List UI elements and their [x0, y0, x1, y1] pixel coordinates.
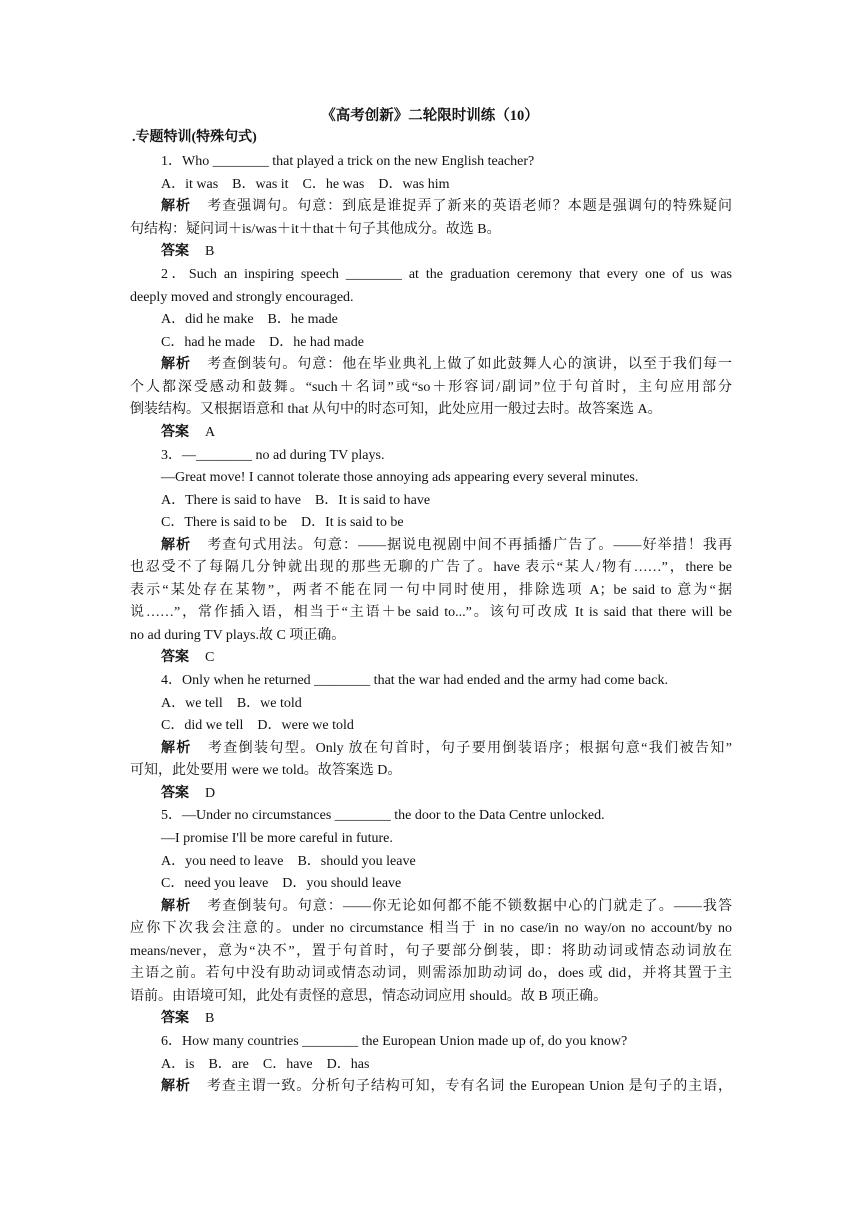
question-stem: 3．—________ no ad during TV plays.: [161, 448, 385, 463]
question-stem: 4．Only when he returned ________ that the war had ended and the army had come back.: [161, 673, 668, 688]
analysis-line: 句结构：疑问词＋is/was＋it＋that＋句子其他成分。故选 B。: [130, 222, 501, 237]
question-stem: 5．—Under no circumstances ________ the door to the Data Centre unlocked.: [161, 808, 605, 823]
options-line: A．There is said to have B．It is said to have: [161, 493, 431, 508]
options-line: A．you need to leave B．should you leave: [161, 854, 416, 869]
answer-label: 答案: [161, 786, 189, 801]
analysis-line: 主语之前。若句中没有助动词或情态动词，则需添加助动词 do，does 或 did，并将其置于主: [130, 966, 732, 981]
analysis-line: means/never，意为“决不”，置于句首时，句子要部分倒装，即：将助动词或情态动词放在: [130, 944, 732, 959]
analysis-label: 解析: [161, 741, 192, 756]
answer-value: B: [205, 244, 215, 259]
answer-line: [161, 423, 215, 443]
answer-value: B: [205, 1011, 215, 1026]
analysis-line: 解析 考查倒装句。句意：——你无论如何都不能不锁数据中心的门就走了。——我答: [161, 899, 733, 914]
analysis-line: 表示“某处存在某物”，两者不能在同一句中同时使用，排除选项 A；be said to 意为“据: [130, 583, 732, 598]
analysis-line: 个人都深受感动和鼓舞。“such＋名词”或“so＋形容词/副词”位于句首时，主句应用部分: [130, 380, 732, 395]
question-stem-cont: —Great move! I cannot tolerate those annoying ads appearing every several minutes.: [161, 470, 639, 485]
answer-value: A: [205, 425, 216, 440]
options-line: C．did we tell D．were we told: [161, 718, 354, 733]
analysis-label: 解析: [161, 1079, 191, 1094]
section-heading: .专题特训(特殊句式): [132, 130, 257, 145]
options-line: C．There is said to be D．It is said to be: [161, 515, 404, 530]
analysis-line: no ad during TV plays.故 C 项正确。: [130, 628, 346, 643]
analysis-label: 解析: [161, 899, 192, 914]
question-stem: 1．Who ________ that played a trick on the new English teacher?: [161, 154, 535, 169]
options-line: A．is B．are C．have D．has: [161, 1057, 370, 1072]
analysis-line: 说……”，常作插入语，相当于“主语＋be said to...”。该句可改成 It is said that there will be: [130, 605, 732, 620]
answer-label: 答案: [161, 650, 189, 665]
options-line: A．we tell B．we told: [161, 696, 302, 711]
answer-value: C: [205, 650, 215, 665]
analysis-line: 解析 考查句式用法。句意：——据说电视剧中间不再插播广告了。——好举措！我再: [161, 538, 733, 553]
answer-label: 答案: [161, 244, 189, 259]
answer-line: [161, 242, 214, 262]
analysis-line: 解析 考查倒装句。句意：他在毕业典礼上做了如此鼓舞人心的演讲，以至于我们每一: [161, 357, 733, 372]
analysis-label: 解析: [161, 538, 192, 553]
analysis-line: 解析 考查主谓一致。分析句子结构可知，专有名词 the European Union 是句子的主语，: [161, 1079, 732, 1094]
options-line: A．it was B．was it C．he was D．was him: [161, 177, 450, 192]
question-stem: 2．Such an inspiring speech ________ at the graduation ceremony that every one of us was: [161, 267, 732, 282]
analysis-line: 应你下次我会注意的。under no circumstance 相当于 in no case/in no way/on no account/by no: [130, 921, 732, 936]
analysis-label: 解析: [161, 357, 192, 372]
answer-value: D: [205, 786, 216, 801]
analysis-line: 可知，此处要用 were we told。故答案选 D。: [130, 763, 402, 778]
options-line: C．need you leave D．you should leave: [161, 876, 402, 891]
question-stem: 6．How many countries ________ the European Union made up of, do you know?: [161, 1034, 628, 1049]
answer-line: [161, 648, 214, 668]
analysis-line: 倒装结构。又根据语意和 that 从句中的时态可知，此处应用一般过去时。故答案选 A。: [130, 402, 662, 417]
analysis-line: 语前。由语境可知，此处有责怪的意思，情态动词应用 should。故 B 项正确。: [130, 989, 608, 1004]
analysis-line: 也忍受不了每隔几分钟就出现的那些无聊的广告了。have 表示“某人/物有……”，there be: [130, 560, 732, 575]
analysis-label: 解析: [161, 199, 192, 214]
options-line: A．did he make B．he made: [161, 312, 338, 327]
question-stem-cont: —I promise I'll be more careful in future.: [161, 831, 393, 846]
answer-line: [161, 1009, 214, 1029]
answer-label: 答案: [161, 1011, 189, 1026]
analysis-line: 解析 考查强调句。句意：到底是谁捉弄了新来的英语老师？本题是强调句的特殊疑问: [161, 199, 733, 214]
answer-line: [161, 784, 215, 804]
answer-label: 答案: [161, 425, 189, 440]
question-stem-cont: deeply moved and strongly encouraged.: [130, 290, 354, 305]
analysis-line: 解析 考查倒装句型。Only 放在句首时，句子要用倒装语序；根据句意“我们被告知”: [161, 741, 732, 756]
options-line: C．had he made D．he had made: [161, 335, 364, 350]
page-title: 《高考创新》二轮限时训练（10）: [321, 108, 539, 124]
